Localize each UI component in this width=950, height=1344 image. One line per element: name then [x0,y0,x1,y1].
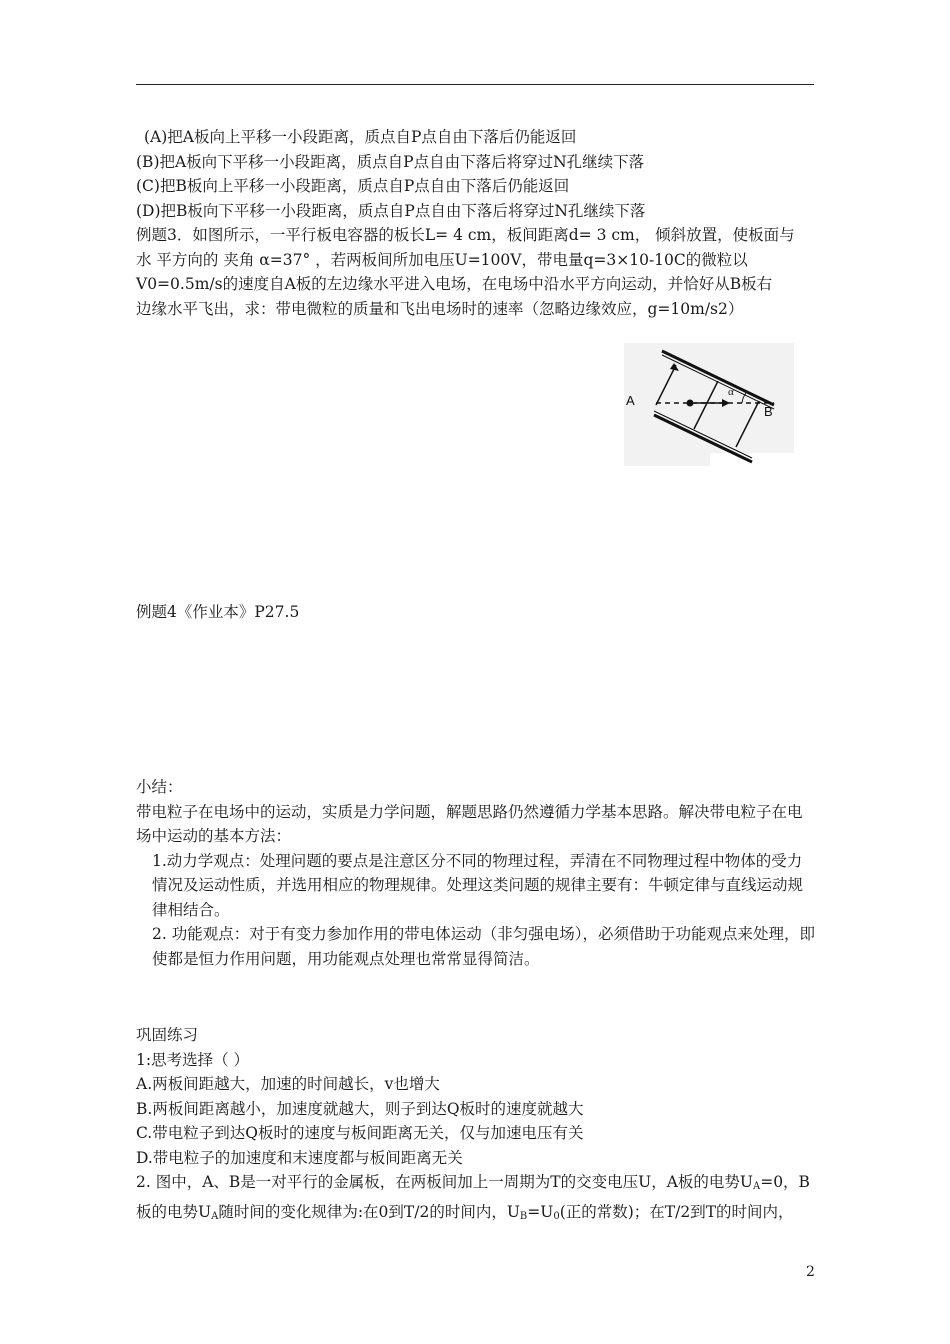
practice-heading: 巩固练习 [136,1026,199,1044]
option-d: (D)把B板向下平移一小段距离，质点自P点自由下落后将穿过N孔继续下落 [136,201,646,220]
example3-line-3: V0=0.5m/s的速度自A板的左边缘水平进入电场，在电场中沿水平方向运动，并恰好从B板右 [136,275,773,293]
option-c: (C)把B板向上平移一小段距离，质点自P点自由下落后仍能返回 [136,177,570,195]
options-block [136,125,826,321]
summary-point-2: 2. 功能观点：对于有变力参加作用的带电体运动（非匀强电场），必须借助于功能观点来处理，即使都是恒力作用问题，用功能观点处理也常常显得简洁。 [152,925,815,968]
example3-line-2: 水 平方向的 夹角 α=37° ，若两板间所加电压U=100V，带电量q=3×10-10C的微粒以 [136,250,748,269]
example3-line-4: 边缘水平飞出，求：带电微粒的质量和飞出电场时的速率（忽略边缘效应，g=10m/s2） [136,299,744,318]
example4-text: 例题4《作业本》P27.5 [136,603,300,621]
summary-intro: 带电粒子在电场中的运动，实质是力学问题，解题思路仍然遵循力学基本思路。解决带电粒子在电场中运动的基本方法： [136,802,803,845]
q2-sub-d: B [519,1210,528,1222]
summary-point-1: 1.动力学观点：处理问题的要点是注意区分不同的物理过程，弄清在不同物理过程中物体的受力情况及运动性质，并选用相应的物理规律。处理这类问题的规律主要有：牛顿定律与直线运动规律相结合。 [152,851,804,919]
q2-part-e: =U [527,1202,554,1221]
q2-part-a: 2. 图中，A、B是一对平行的金属板，在两板间加上一周期为T的交变电压U，A板的电势U [136,1173,753,1191]
q2-part-d: 随时间的变化规律为:在0到T/2的时间内，U [218,1202,520,1221]
summary-heading: 小结： [136,778,183,796]
option-a: (A)把A板向上平移一小段距离，质点自P点自由下落后仍能返回 [144,128,577,146]
capacitor-figure [624,343,794,466]
figure-label-b: B [764,404,773,419]
practice-block [136,1023,826,1229]
q2-part-b: =0，B [760,1173,810,1191]
question-2-line-2 [136,1200,826,1230]
q2-part-f: (正的常数)；在T/2到T的时间内， [559,1202,794,1221]
summary-block [136,775,816,971]
example4-block [136,600,826,625]
question-1: 1:思考选择（ ） [136,1050,250,1069]
question-2-line-1 [136,1170,826,1200]
q2-part-c: 板的电势U [136,1202,212,1221]
q2-sub-e: 0 [553,1210,560,1222]
choice-b: B.两板间距离越小，加速度就越大，则子到达Q板时的速度就越大 [136,1099,584,1118]
page-number: 2 [806,1264,815,1280]
example3-line-1: 例题3．如图所示，一平行板电容器的板长L= 4 cm，板间距离d= 3 cm， 倾斜放置，使板面与 [136,226,795,244]
choice-a: A.两板间距越大，加速的时间越长，v也增大 [136,1075,440,1093]
figure-label-a: A [626,393,635,408]
q2-sub-a: A [752,1181,761,1192]
choice-d: D.带电粒子的加速度和末速度都与板间距离无关 [136,1148,463,1167]
option-b: (B)把A板向下平移一小段距离，质点自P点自由下落后将穿过N孔继续下落 [136,152,645,171]
header-rule [136,84,814,85]
choice-c: C.带电粒子到达Q板时的速度与板间距离无关，仅与加速电压有关 [136,1124,584,1142]
figure-label-alpha: α [728,386,734,398]
q2-sub-c: A [211,1210,219,1222]
